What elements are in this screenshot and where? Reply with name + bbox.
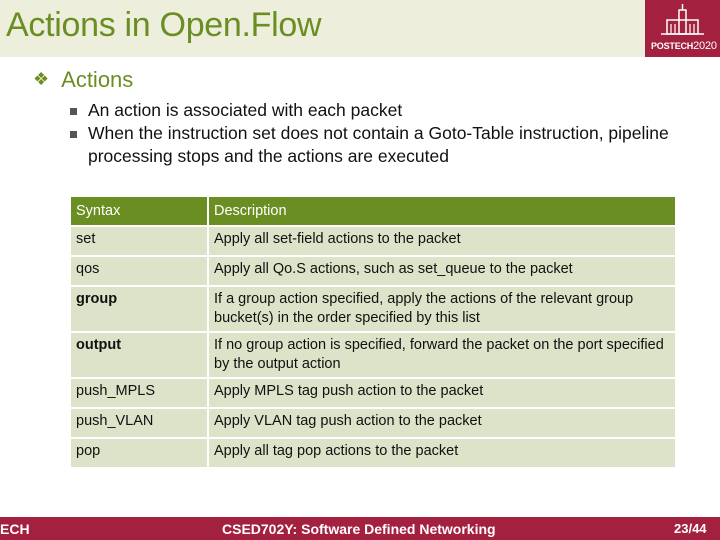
description-cell: Apply MPLS tag push action to the packet — [209, 379, 675, 409]
description-cell: Apply all tag pop actions to the packet — [209, 439, 675, 469]
footer-course-title: CSED702Y: Software Defined Networking — [222, 521, 496, 537]
bullet-text: An action is associated with each packet — [88, 100, 403, 120]
logo-year: 2020 — [693, 40, 717, 52]
syntax-cell: push_VLAN — [71, 409, 209, 439]
syntax-cell: push_MPLS — [71, 379, 209, 409]
description-cell: If a group action specified, apply the actions of the relevant group bucket(s) in the order specified by this list — [209, 287, 675, 333]
section-heading-text: Actions — [61, 67, 134, 92]
actions-table — [71, 197, 675, 469]
column-header-description: Description — [209, 197, 675, 227]
table-header-row — [71, 197, 675, 227]
square-bullet-icon — [70, 131, 77, 138]
table-row — [71, 287, 675, 333]
bullet-item — [68, 122, 708, 168]
slide-title: Actions in Open.Flow — [6, 6, 322, 44]
description-cell: If no group action is specified, forward the packet on the port specified by the output action — [209, 333, 675, 379]
bullet-item — [68, 99, 708, 122]
bullet-text: When the instruction set does not contain a Goto-Table instruction, pipeline processing stops and the actions are executed — [88, 123, 669, 166]
syntax-cell: qos — [71, 257, 209, 287]
description-cell: Apply VLAN tag push action to the packet — [209, 409, 675, 439]
building-icon — [645, 0, 720, 40]
bullet-list — [68, 99, 708, 168]
title-bar — [0, 0, 720, 57]
column-header-syntax: Syntax — [71, 197, 209, 227]
logo-name: POSTECH — [651, 41, 694, 51]
table-row — [71, 409, 675, 439]
syntax-cell: pop — [71, 439, 209, 469]
square-bullet-icon — [70, 108, 77, 115]
diamond-bullet-icon: ❖ — [33, 69, 50, 89]
footer-page-number: 23/44 — [674, 521, 707, 536]
description-cell: Apply all set-field actions to the packet — [209, 227, 675, 257]
logo-wordmark — [651, 40, 717, 52]
table-row — [71, 379, 675, 409]
description-cell: Apply all Qo.S actions, such as set_queue to the packet — [209, 257, 675, 287]
postech-logo — [645, 0, 720, 57]
syntax-cell: output — [71, 333, 209, 379]
section-heading — [33, 67, 133, 93]
footer-left-text: ECH — [0, 521, 30, 537]
table-row — [71, 439, 675, 469]
footer-bar — [0, 517, 720, 540]
table-row — [71, 257, 675, 287]
table-row — [71, 227, 675, 257]
table-row — [71, 333, 675, 379]
syntax-cell: set — [71, 227, 209, 257]
syntax-cell: group — [71, 287, 209, 333]
